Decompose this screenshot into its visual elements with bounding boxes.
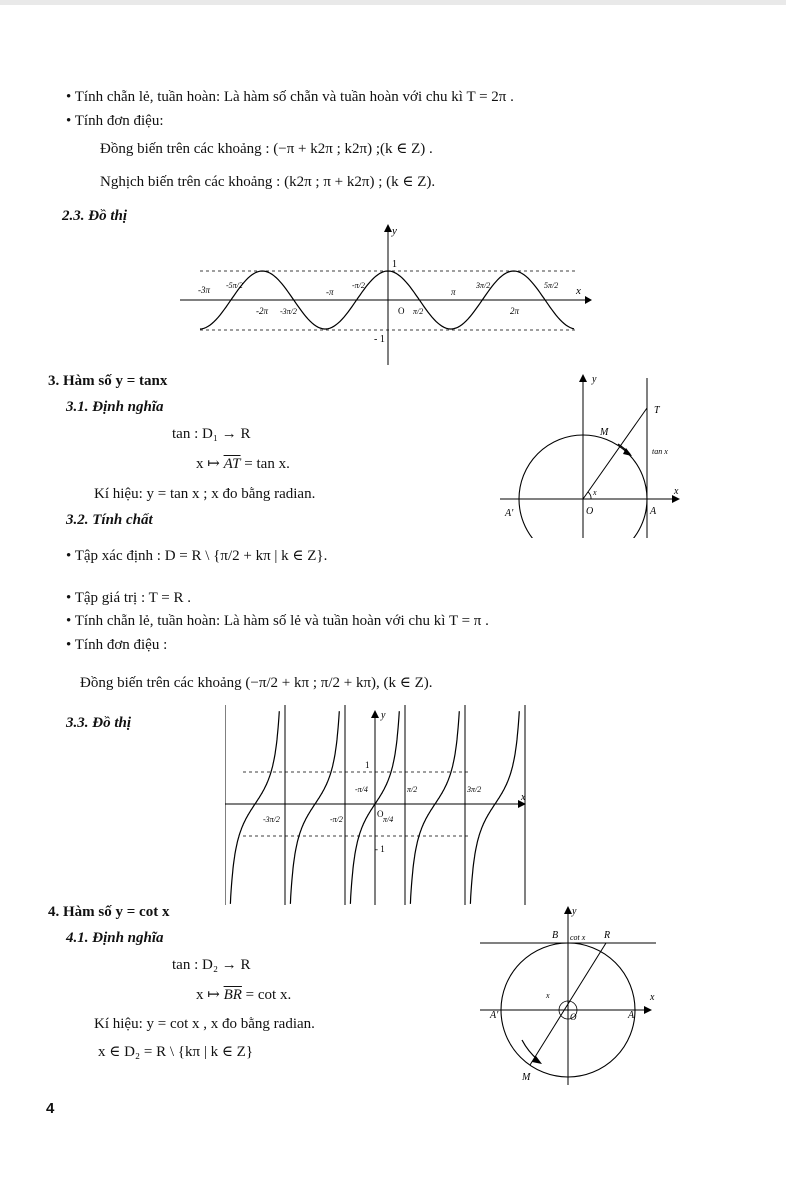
cos-tick: -π/2: [352, 281, 365, 290]
line-monotonic: • Tính đơn điệu:: [66, 112, 164, 130]
notation-tan: Kí hiệu: y = tan x ; x đo bằng radian.: [94, 486, 316, 502]
def-cot-map: tan : D₂ → R: [172, 957, 251, 973]
def-cot-rule-vector: $\overline{BR}$: [223, 987, 242, 1003]
tan-tick: -π/4: [355, 785, 368, 794]
tan-branch: [290, 711, 339, 904]
cot-circle-x: x: [650, 992, 655, 1003]
domain-cot: x ∈ D₂ = R \ {kπ | k ∈ Z}: [98, 1044, 254, 1060]
page-number: 4: [46, 1100, 55, 1117]
tan-graph-minus-one: - 1: [375, 844, 385, 854]
cot-circle-R: R: [604, 930, 611, 941]
cos-tick: -π: [326, 287, 334, 297]
heading-4: 4. Hàm số y = cot x: [48, 904, 170, 920]
tan-circle-T: T: [654, 405, 660, 416]
tan-circle-A-prime: A': [505, 508, 514, 519]
cos-minus-one: - 1: [374, 334, 385, 345]
cot-circle-O: O: [570, 1012, 577, 1022]
monotonic-tan: • Tính đơn điệu :: [66, 636, 167, 654]
tan-graph-y: y: [381, 710, 386, 721]
tan-unit-circle: [500, 368, 690, 538]
cos-y-label: y: [392, 225, 397, 237]
cot-circle-cot-label: cot x: [570, 933, 586, 942]
tan-graph-origin: O: [377, 809, 384, 819]
cos-graph: [180, 220, 600, 365]
tan-graph-x: x: [521, 792, 526, 803]
cos-x-label: x: [576, 285, 581, 297]
tan-circle-x: x: [674, 486, 679, 497]
tan-tick: -3π/2: [263, 815, 280, 824]
tan-tick: π/4: [383, 815, 394, 824]
def-tan-rule-vector: $\overline{AT}$: [223, 456, 241, 472]
def-tan-rule-pre: x ↦: [196, 456, 224, 472]
cos-tick: -3π: [198, 285, 211, 295]
domain-tan: • Tập xác định : D = R \ {π/2 + kπ | k ∈ Z}.: [66, 547, 327, 565]
cos-tick: -5π/2: [226, 281, 243, 290]
cos-tick: -3π/2: [280, 307, 297, 316]
cot-circle-B: B: [552, 930, 559, 941]
cot-circle-y: y: [572, 906, 577, 917]
range-tan: • Tập giá trị : T = R .: [66, 589, 191, 607]
cos-tick: 2π: [510, 306, 520, 316]
cos-one: 1: [392, 259, 397, 270]
cos-origin: O: [398, 306, 405, 316]
cos-tick: π: [451, 287, 456, 297]
tan-circle-y: y: [592, 374, 597, 385]
def-tan-map: tan : D₁ → R: [172, 426, 251, 442]
top-bar: [0, 0, 786, 5]
line-parity: • Tính chẵn lẻ, tuần hoàn: Là hàm số chẵn và tuần hoàn với chu kì T = 2π .: [66, 88, 514, 106]
heading-4-1: 4.1. Định nghĩa: [66, 930, 164, 946]
tan-circle-A: A: [650, 506, 657, 517]
cot-unit-circle: [480, 900, 670, 1085]
def-tan-rule: [196, 455, 290, 473]
tan-branch: [230, 711, 279, 904]
def-cot-rule-pre: x ↦: [196, 987, 224, 1003]
heading-3: 3. Hàm số y = tanx: [48, 373, 168, 389]
cos-tick: 5π/2: [544, 281, 559, 290]
increasing-tan: Đồng biến trên các khoảng (−π/2 + kπ ; π/2 + kπ), (k ∈ Z).: [80, 675, 433, 691]
heading-2-3: 2.3. Đồ thị: [62, 208, 128, 224]
tan-tick: -π/2: [330, 815, 343, 824]
line-increasing: Đồng biến trên các khoảng : (−π + k2π ; k2π) ;(k ∈ Z) .: [100, 141, 433, 157]
tan-tick: 3π/2: [467, 785, 482, 794]
cot-circle-A: A: [628, 1010, 635, 1021]
cot-circle-angle: x: [546, 991, 550, 1000]
tan-branch: [410, 711, 459, 904]
notation-cot: Kí hiệu: y = cot x , x đo bằng radian.: [94, 1016, 315, 1032]
heading-3-1: 3.1. Định nghĩa: [66, 399, 164, 415]
tan-circle-M: M: [600, 427, 609, 438]
tan-circle-O: O: [586, 506, 594, 517]
tan-branch: [470, 711, 519, 904]
parity-tan: • Tính chẵn lẻ, tuần hoàn: Là hàm số lẻ và tuần hoàn với chu kì T = π .: [66, 612, 489, 630]
cos-tick: 3π/2: [476, 281, 491, 290]
tan-circle-angle: x: [593, 488, 597, 497]
heading-3-3: 3.3. Đồ thị: [66, 715, 132, 731]
heading-3-2: 3.2. Tính chất: [66, 512, 153, 528]
cos-tick: -2π: [256, 306, 269, 316]
line-decreasing: Nghịch biến trên các khoảng : (k2π ; π + k2π) ; (k ∈ Z).: [100, 174, 436, 190]
cos-tick: π/2: [413, 307, 424, 316]
def-tan-rule-post: = tan x.: [240, 456, 290, 472]
cot-circle-M: M: [522, 1072, 531, 1083]
def-cot-rule-post: = cot x.: [241, 987, 292, 1003]
tan-circle-tan-label: tan x: [652, 447, 668, 456]
cot-circle-A-prime: A': [490, 1010, 499, 1021]
tan-graph-one: 1: [365, 760, 370, 770]
tan-tick: π/2: [407, 785, 418, 794]
def-cot-rule: [196, 986, 291, 1004]
tan-graph: [225, 700, 535, 905]
